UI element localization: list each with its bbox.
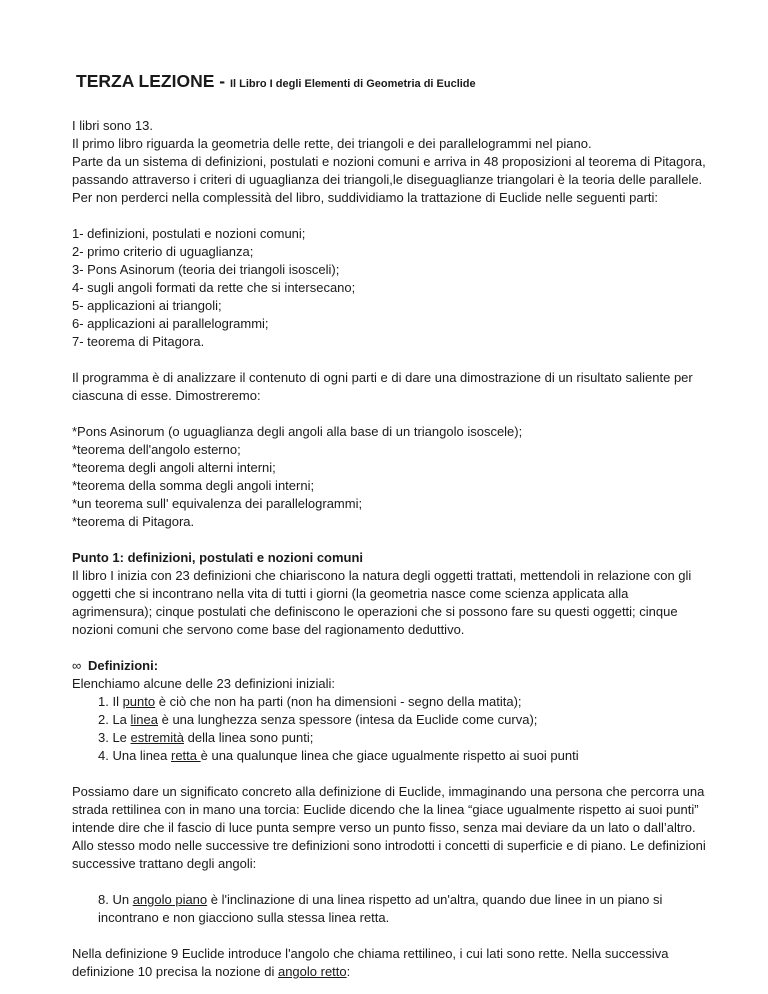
theorem-item: *teorema degli angoli alterni interni;	[72, 460, 276, 475]
intro-line: Parte da un sistema di definizioni, postulati e nozioni comuni e arriva in 48 proposizioni al teorema di Pitagora, passando attraverso i criteri di uguaglianza dei triangoli,le diseguaglianze triangolari è la teoria delle parallele.	[72, 154, 706, 187]
defined-term: linea	[130, 712, 158, 727]
part-item: 2- primo criterio di uguaglianza;	[72, 244, 254, 259]
final-paragraph: Nella definizione 9 Euclide introduce l'angolo che chiama rettilineo, i cui lati sono rette. Nella successiva definizione 10 precisa la nozione di angolo retto:	[72, 946, 669, 979]
part-item: 7- teorema di Pitagora.	[72, 334, 205, 349]
defined-term: angolo retto	[277, 964, 347, 979]
intro-line: Il primo libro riguarda la geometria delle rette, dei triangoli e dei parallelogrammi nel piano.	[72, 136, 592, 151]
section-heading-punto1: Punto 1: definizioni, postulati e nozioni comuni	[72, 550, 364, 565]
infinity-bullet-icon: ∞	[72, 658, 82, 673]
defined-term: punto	[122, 694, 156, 709]
theorem-item: *teorema dell'angolo esterno;	[72, 442, 241, 457]
theorem-item: *teorema di Pitagora.	[72, 514, 195, 529]
title-subtitle: Il Libro I degli Elementi di Geometria di Euclide	[229, 78, 476, 90]
defined-term: angolo piano	[132, 892, 208, 907]
definition-item: 4. Una linea retta è una qualunque linea che giace ugualmente rispetto ai suoi punti	[98, 748, 579, 763]
definition-item: 3. Le estremità della linea sono punti;	[98, 730, 314, 745]
punto1-paragraph: Il libro I inizia con 23 definizioni che chiariscono la natura degli oggetti trattati, mettendoli in relazione con gli oggetti che si incontrano nella vita di tutti i giorni (la geometria nasce come scienza applicata alla agrimensura); cinque postulati che definiscono le operazioni che si possono fare su questi oggetti; cinque nozioni comuni che servono come base del ragionamento deduttivo.	[72, 568, 692, 637]
definition-8: 8. Un angolo piano è l'inclinazione di una linea rispetto ad un'altra, quando due linee in un piano si incontrano e non giacciono sulla stessa linea retta.	[98, 892, 663, 925]
definitions-list	[72, 693, 712, 765]
part-item: 1- definizioni, postulati e nozioni comuni;	[72, 226, 306, 241]
intro-line: Per non perderci nella complessità del libro, suddividiamo la trattazione di Euclide nelle seguenti parti:	[72, 190, 659, 205]
superficie-paragraph: Allo stesso modo nelle successive tre definizioni sono introdotti i concetti di superficie e di piano. Le definizioni successive trattano degli angoli:	[72, 838, 706, 871]
parts-list	[72, 225, 712, 351]
definizioni-label: Definizioni:	[88, 658, 159, 673]
theorem-item: *un teorema sull' equivalenza dei parallelogrammi;	[72, 496, 363, 511]
part-item: 4- sugli angoli formati da rette che si intersecano;	[72, 280, 356, 295]
definizioni-heading	[72, 657, 712, 675]
part-item: 5- applicazioni ai triangoli;	[72, 298, 222, 313]
part-item: 6- applicazioni ai parallelogrammi;	[72, 316, 269, 331]
part-item: 3- Pons Asinorum (teoria dei triangoli isosceli);	[72, 262, 340, 277]
definizioni-intro: Elenchiamo alcune delle 23 definizioni iniziali:	[72, 676, 336, 691]
defined-term: retta	[171, 748, 201, 763]
title-main: TERZA LEZIONE -	[76, 71, 230, 91]
torcia-paragraph: Possiamo dare un significato concreto alla definizione di Euclide, immaginando una persona che percorra una strada rettilinea con in mano una torcia: Euclide dicendo che la linea “giace ugualmente rispetto ai suoi punti” intende dire che il fascio di luce punta sempre verso un punto fisso, senza mai deviare da un lato o dall’altro.	[72, 784, 705, 835]
page-title	[76, 70, 712, 95]
defined-term: estremità	[130, 730, 184, 745]
document-page	[72, 70, 712, 981]
intro-line: I libri sono 13.	[72, 118, 153, 133]
theorem-item: *Pons Asinorum (o uguaglianza degli angoli alla base di un triangolo isoscele);	[72, 424, 523, 439]
definition-item: 2. La linea è una lunghezza senza spessore (intesa da Euclide come curva);	[98, 712, 538, 727]
program-paragraph: Il programma è di analizzare il contenuto di ogni parti e di dare una dimostrazione di un risultato saliente per ciascuna di esse. Dimostreremo:	[72, 370, 693, 403]
theorems-list	[72, 423, 712, 531]
definition-item: 1. Il punto è ciò che non ha parti (non ha dimensioni - segno della matita);	[98, 694, 522, 709]
theorem-item: *teorema della somma degli angoli interni;	[72, 478, 315, 493]
